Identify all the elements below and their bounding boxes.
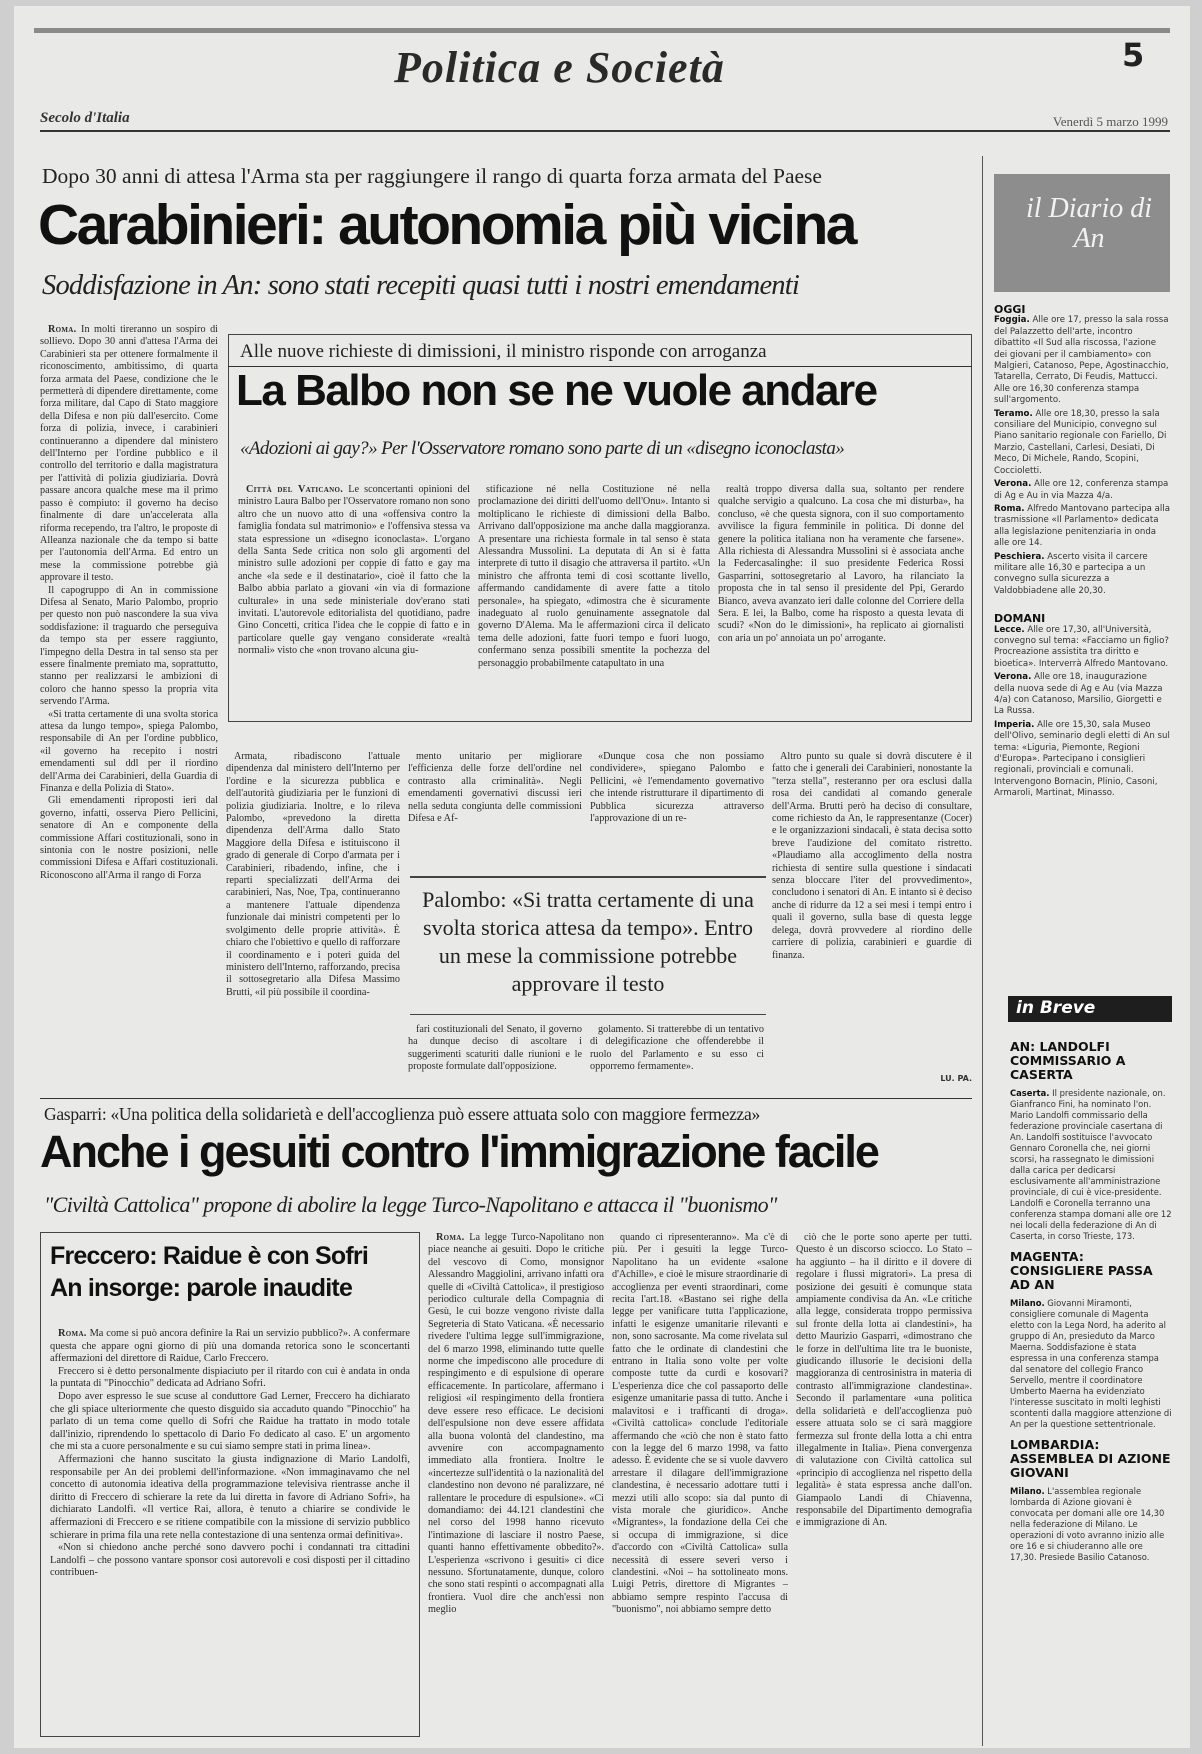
article1-text: golamento. Si tratterebbe di un tentativo di delegificazione che offenderebbe il ruolo del Parlamento e su esso ci opporremo fermamente». (590, 1024, 764, 1073)
domani-heading: DOMANI (994, 612, 1046, 626)
article1-column-5 (772, 751, 972, 1073)
article1-text: Il capogruppo di An in commissione Difesa al Senato, Mario Palombo, proprio per questo non può nascondere la sua viva soddisfazione: il traguardo che perseguiva da tempo sta per essere raggiunto, l'impegno della Destra in tal senso sta per essere finalmente premiato ma, soprattutto, stanno per realizzarsi le ambizioni di coloro che hanno spesso la propria vita servendo l'Arma. (40, 584, 218, 708)
agenda-item: Foggia. Alle ore 17, presso la sala rossa del Palazzetto dell'arte, incontro dibattito «Il Sud alla riscossa, l'azione dei giovani per il cambiamento» con Malgieri, Catanoso, Pepe, Agostinacchio, Tatarella, Cerrato, Di Feudis, Mattucci. Alle ore 16,30 conferenza stampa sull'argomento. (994, 315, 1169, 406)
breve-text: Caserta. Il presidente nazionale, on. Gianfranco Fini, ha nominato l'on. Mario Landolfi commissario della federazione provinciale casertana di An. Landolfi sostituisce l'avvocato Gennaro Coronella che, nei giorni scorsi, ha rassegnato le dimissioni dalla carica per dedicarsi esclusivamente all'amministrazione provinciale, di cui è vice-presidente. Landolfi e Coronella terranno una conferenza stampa domani alle ore 12 nei locali della federazione di An di Caserta, in corso Trieste, 173. (1010, 1088, 1172, 1241)
article1-kicker: Dopo 30 anni di attesa l'Arma sta per raggiungere il rango di quarta forza armata del Paese (42, 164, 822, 188)
article1-byline: LU. PA. (940, 1074, 972, 1083)
article1-text: Altro punto su quale si dovrà discutere è il fatto che i generali dei Carabinieri, nonostante la "terza stella", resteranno per ora esclusi dalla rosa dei candidati al comando generale dell'Arma. Brutti però ha deciso di consultare, come richiesto da An, le rappresentanze (Cocer) e le organizzazioni sindacali, è stata decisa sotto breve l'audizione del comitato ristretto. «Plaudiamo alla accoglimento della nostra richiesta di sentire sulla questione i sindacati senza bloccare l'iter del provvedimento», concludono i senatori di An. E intanto si è deciso anche di ridurre da 12 a sei mesi i tempi entro i quali il governo, sulla base di questa legge delega, dovrà provvedere al riordino delle carriere di polizia, carabinieri e guardie di finanza. (772, 751, 972, 961)
agenda-item: Teramo. Alle ore 18,30, presso la sala consiliare del Municipio, convegno sul Piano sanitario regionale con Fariello, Di Marzio, Castellani, Carlesi, Desiati, Di Meco, Di Michele, Rando, Scopini, Coccioletti. (994, 408, 1167, 476)
pullquote-rule-top (410, 876, 766, 878)
sidebar-divider (982, 156, 983, 1746)
article3-top-rule (40, 1098, 972, 1099)
article2-dateline: Città del Vaticano. (246, 484, 344, 495)
in-breve-list (1010, 1040, 1172, 1740)
agenda-item: Imperia. Alle ore 15,30, sala Museo dell'Olivo, seminario degli eletti di An sul tema: «Liguria, Piemonte, Regioni d'Europa». Partecipano i consiglieri regionali, provinciali e comunali. Intervengono Bornacin, Plinio, Casoni, Armaroli, Martinat, Minasso. (994, 719, 1170, 799)
article1-text: «Dunque cosa che non possiamo condividere», spiegano Palombo e Pellicini, «è l'emendamento governativo che intende ristrutturare il dipartimento di Pubblica sicurezza attraverso l'approvazione di un re- (590, 751, 764, 825)
article3-dateline: Roma. (436, 1232, 465, 1243)
article1-text: Armata, ribadiscono l'attuale dipendenza dal ministero dell'Interno per l'ordine e la sicurezza pubblica e dell'autorità giudiziaria per le funzioni di polizia giudiziaria. Inoltre, e lo rileva Palombo, «prevedono la diretta dipendenza dell'Arma dallo Stato Maggiore della Difesa e istituiscono il grado di generale di Corpo d'armata per i Carabinieri, ribadendo, infine, che i reparti specializzati dell'Arma dei carabinieri, Nas, Noe, Tpa, continueranno a mantenere l'attuale dipendenza funzionale dai ministri competenti per lo svolgimento delle proprie attività». È chiaro che l'obiettivo e quello di rafforzare il coordinamento e i poteri guida del ministero dell'Interno, rafforzando, precisa il sottosegretario alla Difesa Massimo Brutti, «il più possibile il coordina- (226, 751, 400, 998)
article1-column-4b (590, 1024, 764, 1086)
article2-headline: La Balbo non se ne vuole andare (236, 366, 877, 415)
sidebar-agenda (994, 304, 1170, 1024)
freccero-dateline: Roma. (58, 1328, 87, 1339)
article1-text: fari costituzionali del Senato, il governo ha dunque deciso di ascoltare i suggerimenti scaturiti dalle riunioni e le proposte formulate dall'opposizione. (408, 1024, 582, 1073)
agenda-item: Verona. Alle ore 12, conferenza stampa di Ag e Au in via Mazza 4/a. (994, 479, 1169, 501)
masthead: Secolo d'Italia (40, 110, 130, 126)
article3-column-3 (796, 1232, 972, 1737)
article1-column-3b (408, 1024, 582, 1086)
article3-text: quando ci ripresenteranno». Ma c'è di più. Per i gesuiti la legge Turco-Napolitano ha un evidente «salone d'Achille», e cioè le misure straordinarie di accoglienza per eventi straordinari, come recita l'art.18. «Bastano sei righe della legge per vanificare tutta l'applicazione, infatti le esigenze umanitarie rilevanti e non, sono sacrosante. Ma come rivelata sul fatto che le ordinate di clandestini che entrano in Italia sono volte per volte composte tutte da curdi e kosovari? L'esperienza dice che col passaporto delle esigenze umanitarie passa di tutto. Anche i malavitosi e i trafficanti di droga». «Civiltà cattolica» conclude l'editoriale affermando che «ciò che non è stato fatto con la legge del 6 marzo 1998, va fatto adesso. È evidente che se si vuole davvero arrestare il dilagare dell'immigrazione clandestina, è necessario adottare tutti i mezzi utili allo scopo: sia dal punto di vista morale che giuridico». Anche «Migrantes», la fondazione della Cei che si occupa di immigrazione, si dice d'accordo con «Civiltà Cattolica» sulla necessità di essere severi verso i clandestini. «Noi – ha sottolineato mons. Luigi Petris, direttore di Migrantes – abbiamo sempre respinto l'accusa di "buonismo", noi abbiamo sempre detto (612, 1232, 788, 1616)
freccero-text: Affermazioni che hanno suscitato la giusta indignazione di Mario Landolfi, responsabile per An dei problemi dell'informazione. «Non immaginavamo che nel concetto di autonomia ideativa della programmazione televisiva rientrasse anche il diritto di Freccero di schierare la rete da lui diretta in favore di Adriano Sofri», ha dichiarato Landolfi. «Il vertice Rai, allora, è tenuto a chiarire se condivide le affermazioni di Freccero e se ritiene compatibile con la missione di servizio pubblico schierare in prima fila una rete nella contestazione di una sentenza ormai definitiva». (50, 1453, 410, 1541)
article2-kicker: Alle nuove richieste di dimissioni, il ministro risponde con arroganza (240, 341, 767, 362)
agenda-item: Roma. Alfredo Mantovano partecipa alla trasmissione «Il Parlamento» dedicata alla legislazione penitenziaria in onda alle ore 14. (994, 503, 1170, 549)
page-number: 5 (1122, 36, 1145, 74)
in-breve-banner: in Breve (1008, 996, 1172, 1022)
article3-kicker: Gasparri: «Una politica della solidarietà e dell'accoglienza può essere attuata solo con maggiore fermezza» (44, 1104, 760, 1124)
issue-date: Venerdì 5 marzo 1999 (1052, 114, 1168, 129)
header-rule (40, 130, 1170, 132)
article1-pullquote: Palombo: «Si tratta certamente di una svolta storica attesa da tempo». Entro un mese la commissione potrebbe approvare il testo (422, 887, 754, 996)
article1-column-4 (590, 751, 764, 861)
diario-title: il Diario di An (1025, 193, 1152, 254)
article3-subhead: "Civiltà Cattolica" propone di abolire la legge Turco-Napolitano e attacca il "buonismo" (44, 1192, 777, 1217)
agenda-item: Verona. Alle ore 18, inaugurazione della nuova sede di Ag e Au (via Mazza 4/a) con Catanoso, Marsilio, Giorgetti e La Russa. (994, 672, 1163, 717)
freccero-headline: Freccero: Raidue è con Sofri An insorge: parole inaudite (50, 1242, 368, 1302)
freccero-text: Dopo aver espresso le sue scuse al conduttore Gad Lerner, Freccero ha dichiarato che gli spiace ulteriormente che questo disguido sia accaduto quando "Pinocchio" ha parlato di un tema come quello di Sofri che Raidue ha trattato in modo totale dall'inizio, riprendendo lo spettacolo di Dario Fo dedicato al caso. E' un argomento che mi sta a cuore personalmente e su cui siamo sempre stati in prima linea». (50, 1390, 410, 1453)
breve-text: Milano. L'assemblea regionale lombarda di Azione giovani è convocata per domani alle ore 14,30 nella federazione di Milano. Le operazioni di voto avranno inizio alle ore 16 e si chiuderanno alle ore 17,30. Presiede Basilio Catanoso. (1010, 1486, 1165, 1562)
article2-text: Le sconcertanti opinioni del ministro Laura Balbo per l'Osservatore romano non sono altro che un nuovo atto di una «offensiva contro la famiglia fondata sul matrimonio» e l'offensiva stessa va stata espressione un «disegno iconoclasta». L'organo della Santa Sede critica non solo gli argomenti del ministro sulle adozioni per coppie di fatto e gay ma anche «la sede e il destinatario», cioè il fatto che la Balbo abbia parlato a giovani «in via di formazione culturale» in una sede ministeriale dov'erano stati invitati. L'autorevole editorialista del quotidiano, padre Gino Concetti, critica l'idea che le coppie di fatto e in particolare quelle gay vengano considerate «realtà normali» visto che «non trovano alcuna giu- (238, 484, 470, 657)
article3-text: La legge Turco-Napolitano non piace neanche ai gesuiti. Dopo le critiche del vescovo di Como, monsignor Alessandro Maggiolini, arrivano infatti ora quelle di «Civiltà Cattolica», il prestigioso periodico culturale della Compagnia di Gesù, le cui bozze vengono riviste dalla Segreteria di Stato Vaticana. «È necessario rivedere l'ultima legge sull'immigrazione, del 6 marzo 1998, eliminando tutte quelle norme che impediscono alle procedure di respingimento e di espulsione di operare efficacemente. In particolare, affermano i religiosi «il respingimento della frontiera deve essere reso efficace. Le decisioni dell'espulsione non deve essere affidata alla buona volontà del clandestino, ma avvenire con accompagnamento immediato alla frontiera. Inoltre le «incertezze sull'identità o la nazionalità del clandestino non devono né paralizzare, né rallentare le procedure di espulsione». «Ci domandiamo: dei 44.121 clandestini che nel corso del 1998 hanno ricevuto l'intimazione di lasciare il nostro Paese, quanti hanno effettivamente obbedito?». L'esperienza «scrivono i gesuiti» ci dice nessuno. Sfortunatamente, dunque, coloro che sono stati respinti o accompagnati alla frontiera. Vuol dire che anch'essi non meglio (428, 1232, 604, 1616)
pullquote-rule-bottom (410, 1014, 766, 1015)
article3-headline: Anche i gesuiti contro l'immigrazione facile (40, 1126, 878, 1177)
newspaper-page (14, 6, 1190, 1748)
breve-title: LOMBARDIA: ASSEMBLEA DI AZIONE GIOVANI (1010, 1437, 1171, 1480)
article1-column-3 (408, 751, 582, 861)
article1-text: In molti tireranno un sospiro di sollievo. Dopo 30 anni d'attesa l'Arma dei Carabinieri sta per ottenere formalmente il riconoscimento, ambitissimo, di quarta forza armata del Paese, condizione che le permetterà di dipendere direttamente, come forza militare, dal Capo di Stato maggiore della Difesa e non più dall'esercito. Come forza di polizia, invece, i carabinieri continueranno a dipendere dal ministero dell'Interno per l'ordine pubblico e il controllo del territorio e dalla magistratura per l'attività di polizia giudiziaria. Dovrà passare ancora qualche mese ma il primo passo è compiuto: il governo ha deciso finalmente di dare un'accelerata alla riforma recependo, tra l'altro, le proposte di Alleanza nazionale che da tempo si batte per l'autonomia dell'Arma. Ed entro un mese la commissione potrebbe già approvare il testo. (40, 324, 218, 584)
article2-text: realtà troppo diversa dalla sua, soltanto per rendere qualche servigio a qualcuno. La cosa che mi disturba», ha concluso, «è che questa signora, con il suo comportamento avvilisce la figura femminile in politica. Di donne del genere la politica italiana non ha veramente che farsene». Alla richiesta di Alessandra Mussolini si è associata anche la Federcasalinghe: il suo presidente Federica Rossi Gasparrini, sottosegretario al Lavoro, ha rilanciato la proposta che in tal senso il presidente del Ppi, Gerardo Bianco, aveva avanzato ieri dalle colonne del Corriere della Sera. E lei, la Balbo, come ha risposto a questa levata di scudi? «Non do le dimissioni», ha replicato ai giornalisti con aria un po' annoiata un po' arrogante. (718, 484, 964, 644)
page-top-rule (34, 28, 1170, 33)
article1-text: Gli emendamenti riproposti ieri dal governo, infatti, osserva Piero Pellicini, senatore di An e componente della commissione Affari costituzionali, sono in sintonia con le nostre posizioni, nelle commissioni Difesa e Affari costituzionali. Riconoscono all'Arma il rango di Forza (40, 795, 218, 881)
breve-text: Milano. Giovanni Miramonti, consigliere comunale di Magenta eletto con la Lega Nord, ha aderito al gruppo di An, presieduto da Marco Maerna. Soddisfazione è stata espressa in una conferenza stampa dal senatore del collegio Franco Servello, mentre il coordinatore Umberto Maerna ha evidenziato l'interesse suscitato in molti leghisti scontenti dalla maggiore attenzione di An per la questione settentrionale. (1010, 1298, 1172, 1429)
freccero-body (50, 1328, 410, 1730)
oggi-heading: OGGI (994, 304, 1026, 316)
article2-subhead: «Adozioni ai gay?» Per l'Osservatore romano sono parte di un «disegno iconoclasta» (240, 438, 845, 459)
article3-text: ciò che le porte sono aperte per tutti. Questo è un discorso sciocco. Lo Stato – ha aggiunto – ha il diritto e il dovere di regolare i flussi migratori». La presa di posizione dei gesuiti è comunque stata ampiamente condivisa da An. «Le critiche alla legge, considerata troppo permissiva sul fronte della lotta ai clandestini», ha detto Maurizio Gasparri, «dimostrano che le forze in dell'ultima lite tra le buoniste, giudicando illusorie le decisioni della maggioranza di centrosinistra in materia di contrasto all'immigrazione clandestina». Secondo il parlamentare «una politica della solidarietà e dell'accoglienza può essere attuata solo se ci sarà maggiore fermezza sul fronte della lotta a chi entra illegalmente in Italia». Piena convergenza di valutazione con Civiltà cattolica sul «principio di accoglienza nel rispetto della legalità» è stata espressa anche dall'on. Giampaolo Landi di Chiavenna, responsabile del Dipartimento demografia e immigrazione di An. (796, 1232, 972, 1529)
article2-column-2 (478, 484, 710, 716)
agenda-item: Peschiera. Ascerto visita il carcere militare alle 16,30 e partecipa a un convegno sulla sicurezza a Valdobbiadene alle 20,30. (994, 551, 1148, 596)
section-title: Politica e Società (394, 43, 725, 92)
freccero-text: Ma come si può ancora definire la Rai un servizio pubblico?». A confermare questa che appare ogni giorno di più una domanda retorica sono le sconcertanti affermazioni del direttore di Raidue, Carlo Freccero. (50, 1328, 410, 1365)
article1-dateline: Roma. (48, 324, 77, 335)
freccero-text: «Non si chiedono anche perché sono davvero pochi i condannati tra cittadini Landolfi – che possono vantare sponsor così autorevoli e così disposti per il cittadino contribuen- (50, 1542, 410, 1579)
article1-text: mento unitario per migliorare l'efficienza delle forze dell'ordine nel contrasto alla criminalità». Negli emendamenti governativi discussi ieri nella seduta congiunta delle commissioni Difesa e Af- (408, 751, 582, 825)
article2-column-3 (718, 484, 964, 716)
agenda-item: Lecce. Alle ore 17,30, all'Università, convegno sul tema: «Facciamo un figlio? Procreazione assistita tra diritto e bioetica». Interverrà Alfredo Mantovano. (994, 624, 1169, 669)
article1-column-1 (40, 324, 218, 1334)
breve-title: AN: LANDOLFI COMMISSARIO A CASERTA (1010, 1040, 1126, 1082)
article2-text: stificazione né nella Costituzione né nella proclamazione dei diritti dell'uomo dell'Onu». Intanto si moltiplicano le richieste di dimissioni della Balbo. Arrivano dall'opposizione ma anche dalla maggioranza. A presentare una richiesta formale in tal senso è stata Alessandra Mussolini. La deputata di An si è fatta interprete di tutto il disagio che attraversa il partito. «Un ministro che affronta temi di così scottante livello, affermando candidamente di avere fatte a titolo personale», ha spiegato, «dimostra che è sicuramente inadeguato al ruolo genuinamente assegnatole dal governo D'Alema. Ma le affermazioni circa il delicato tema delle adozioni, fatte fuori tempo e fuori luogo, confermano senza possibili smentite la pochezza del personaggio probabilmente catapultato in una (478, 484, 710, 669)
article1-subhead: Soddisfazione in An: sono stati recepiti quasi tutti i nostri emendamenti (42, 270, 799, 301)
article1-headline: Carabinieri: autonomia più vicina (38, 193, 856, 257)
freccero-text: Freccero si è detto personalmente dispiaciuto per il ritardo con cui è andata in onda la puntata di "Pinocchio" dedicata ad Adriano Sofri. (50, 1365, 410, 1390)
article1-text: «Si tratta certamente di una svolta storica attesa da lungo tempo», spiega Palombo, responsabile di An per l'ordine pubblico, «il governo ha recepito i nostri emendamenti sul ddl per il riordino dell'Arma dei Carabinieri, della Guardia di Finanza e della Polizia di Stato». (40, 708, 218, 795)
article3-column-1 (428, 1232, 604, 1737)
breve-title: MAGENTA: CONSIGLIERE PASSA AD AN (1010, 1249, 1153, 1292)
article3-column-2 (612, 1232, 788, 1737)
article2-column-1 (238, 484, 470, 716)
